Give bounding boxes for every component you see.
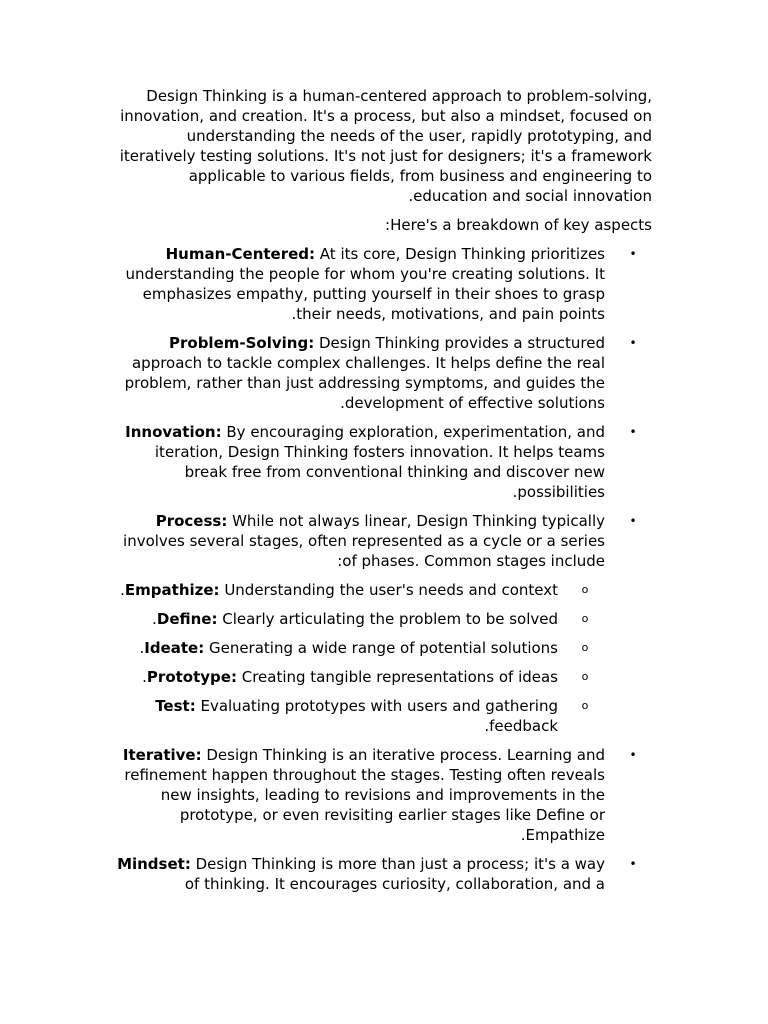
circle-bullet-icon: o [581, 583, 589, 596]
list-item-human-centered [110, 244, 652, 324]
circle-bullet-icon: o [581, 670, 589, 683]
term-label: Iterative: [122, 746, 202, 764]
stages-list [110, 580, 605, 736]
term-description: Creating tangible representations of ideas. [142, 668, 558, 686]
term-description: Generating a wide range of potential solutions. [139, 639, 558, 657]
list-item-mindset [110, 854, 652, 894]
list-item-prototype [110, 667, 605, 687]
list-item-empathize [110, 580, 605, 600]
term-label: Empathize: [124, 581, 220, 599]
term-label: Mindset: [117, 855, 191, 873]
bullet-icon: • [629, 514, 637, 528]
term-label: Problem-Solving: [169, 334, 315, 352]
list-item-process [110, 511, 652, 736]
list-item-problem-solving [110, 333, 652, 413]
bullet-icon: • [629, 247, 637, 261]
term-description: Clearly articulating the problem to be solved. [152, 610, 558, 628]
list-item-innovation [110, 422, 652, 502]
term-description: While not always linear, Design Thinking typically involves several stages, often represented as a cycle or a series of phases. Common stages include: [123, 512, 605, 570]
intro-paragraph: Design Thinking is a human-centered approach to problem-solving, innovation, and creation. It's a process, but also a mindset, focused on understanding the needs of the user, rapidly prototyping, and iteratively testing solutions. It's not just for designers; it's a framework applicable to various fields, from business and engineering to education and social innovation. [119, 87, 652, 205]
term-label: Innovation: [125, 423, 222, 441]
bullet-icon: • [629, 748, 637, 762]
term-description: Evaluating prototypes with users and gathering feedback. [195, 697, 558, 735]
document-body [110, 86, 652, 903]
list-item-define [110, 609, 605, 629]
term-description: Understanding the user's needs and context. [120, 581, 558, 599]
term-description: Design Thinking provides a structured approach to tackle complex challenges. It helps define the real problem, rather than just addressing symptoms, and guides the development of effective solutions. [124, 334, 605, 412]
circle-bullet-icon: o [581, 612, 589, 625]
list-item-test [110, 696, 605, 736]
term-description: Design Thinking is an iterative process. Learning and refinement happen throughout the stages. Testing often reveals new insights, leading to revisions and improvements in the prototype, or even revisiting earlier stages like Define or Empathize. [124, 746, 605, 844]
term-label: Human-Centered: [165, 245, 316, 263]
bullet-icon: • [629, 425, 637, 439]
term-label: Ideate: [144, 639, 205, 657]
term-description: By encouraging exploration, experimentation, and iteration, Design Thinking fosters innovation. It helps teams break free from conventional thinking and discover new possibilities. [154, 423, 605, 501]
list-item-ideate [110, 638, 605, 658]
term-label: Define: [156, 610, 218, 628]
bullet-icon: • [629, 857, 637, 871]
term-label: Prototype: [146, 668, 237, 686]
circle-bullet-icon: o [581, 699, 589, 712]
term-description: Design Thinking is more than just a process; it's a way of thinking. It encourages curiosity, collaboration, and a [184, 855, 605, 893]
term-description: At its core, Design Thinking prioritizes understanding the people for whom you're creating solutions. It emphasizes empathy, putting yourself in their shoes to grasp their needs, motivations, and pain points. [125, 245, 605, 323]
breakdown-lead: Here's a breakdown of key aspects: [385, 216, 652, 234]
list-item-iterative [110, 745, 652, 845]
term-label: Test: [155, 697, 196, 715]
bullet-icon: • [629, 336, 637, 350]
aspects-list [110, 244, 652, 894]
circle-bullet-icon: o [581, 641, 589, 654]
term-label: Process: [155, 512, 228, 530]
